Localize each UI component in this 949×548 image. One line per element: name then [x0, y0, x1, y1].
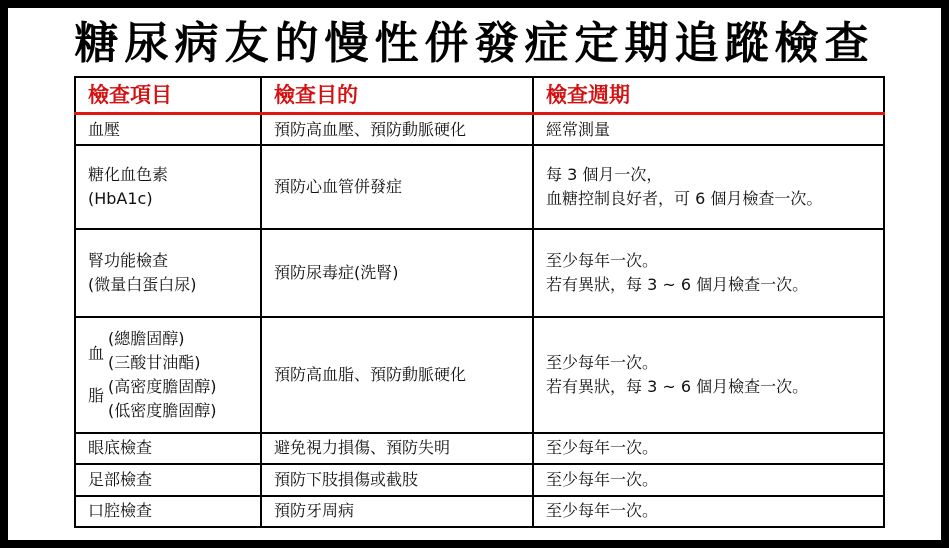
cycle-line: 每 3 個月一次， [546, 165, 663, 185]
header-cycle: 檢查週期 [533, 77, 884, 114]
cell-item: 血壓 [75, 114, 261, 146]
item-line: (三酸甘油酯) [108, 352, 201, 372]
lipid-side-label [88, 333, 104, 417]
item-line: (總膽固醇) [108, 328, 185, 348]
cell-item [75, 317, 261, 432]
table-row [75, 433, 884, 464]
cell-cycle: 至少每年一次。 [533, 496, 884, 527]
cell-cycle: 經常測量 [533, 114, 884, 146]
item-line: (微量白蛋白尿) [88, 275, 197, 295]
cycle-line: 至少每年一次。 [546, 251, 659, 271]
page-title: 糖尿病友的慢性併發症定期追蹤檢查 [74, 18, 875, 69]
cell-item [75, 145, 261, 229]
cell-cycle [533, 145, 884, 229]
cell-purpose: 預防心血管併發症 [261, 145, 533, 229]
table-row [75, 496, 884, 527]
table-row [75, 317, 884, 432]
side-char: 血 [88, 343, 105, 363]
item-line: (高密度膽固醇) [108, 376, 217, 396]
cell-purpose: 預防尿毒症(洗腎) [261, 229, 533, 317]
table-header-row [75, 77, 884, 114]
item-line: 糖化血色素 [88, 165, 169, 185]
document-sheet [8, 8, 941, 540]
cycle-line: 至少每年一次。 [546, 352, 659, 372]
cell-item: 足部檢查 [75, 464, 261, 495]
table-row [75, 229, 884, 317]
cell-item: 口腔檢查 [75, 496, 261, 527]
item-line: (HbA1c) [88, 189, 153, 209]
table-row [75, 145, 884, 229]
cell-item: 眼底檢查 [75, 433, 261, 464]
item-line: (低密度膽固醇) [108, 400, 217, 420]
cell-cycle [533, 317, 884, 432]
cell-cycle: 至少每年一次。 [533, 464, 884, 495]
cell-purpose: 預防牙周病 [261, 496, 533, 527]
cycle-line: 若有異狀，每 3 ~ 6 個月檢查一次。 [546, 275, 809, 295]
cycle-line: 血糖控制良好者，可 6 個月檢查一次。 [546, 189, 823, 209]
header-purpose: 檢查目的 [261, 77, 533, 114]
lipid-group [88, 327, 248, 423]
table-row [75, 114, 884, 146]
item-line: 腎功能檢查 [88, 251, 169, 271]
cell-purpose: 預防下肢損傷或截肢 [261, 464, 533, 495]
header-item: 檢查項目 [75, 77, 261, 114]
cycle-line: 若有異狀，每 3 ~ 6 個月檢查一次。 [546, 376, 809, 396]
cell-cycle: 至少每年一次。 [533, 433, 884, 464]
cell-cycle [533, 229, 884, 317]
cell-purpose: 預防高血壓、預防動脈硬化 [261, 114, 533, 146]
table-row [75, 464, 884, 495]
side-char: 脂 [88, 385, 105, 405]
cell-item [75, 229, 261, 317]
checkup-table [74, 76, 885, 528]
cell-purpose: 預防高血脂、預防動脈硬化 [261, 317, 533, 432]
cell-purpose: 避免視力損傷、預防失明 [261, 433, 533, 464]
lipid-list [108, 327, 217, 423]
